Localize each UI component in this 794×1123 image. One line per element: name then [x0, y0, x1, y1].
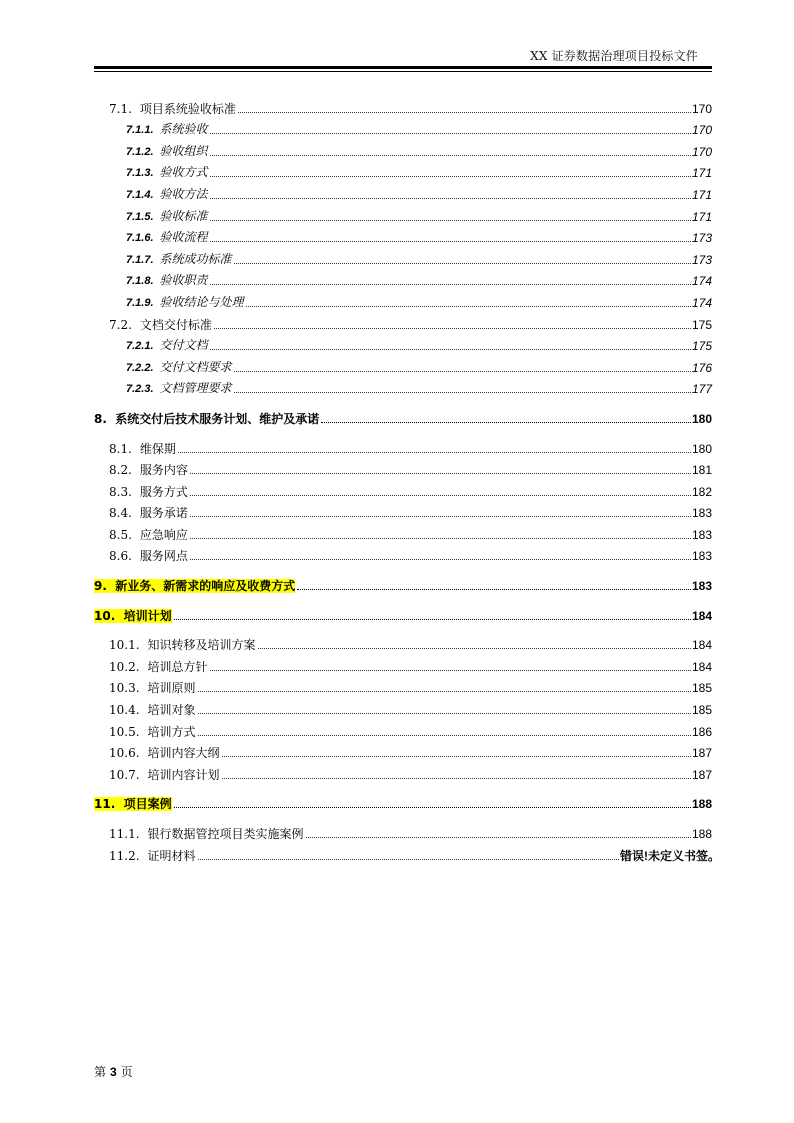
toc-entry-7-1-1[interactable]: [94, 116, 712, 138]
toc-entry-page: 171: [691, 187, 712, 202]
toc-entry-title: 交付文档: [159, 338, 208, 353]
dot-leader: [190, 537, 691, 539]
toc-entry-number: 10.7.: [109, 767, 140, 782]
toc-entry-8-2[interactable]: [94, 456, 712, 478]
toc-entry-title: 培训方式: [147, 724, 196, 739]
toc-entry-title: 验收方法: [159, 186, 208, 201]
toc-entry-number: 7.1.2.: [126, 145, 154, 158]
toc-entry-title: 新业务、新需求的响应及收费方式: [115, 579, 296, 594]
toc-entry-10-5[interactable]: [94, 717, 712, 739]
dot-leader: [210, 348, 691, 350]
toc-entry-page: 180: [691, 441, 712, 456]
toc-entry-7-1-6[interactable]: [94, 224, 712, 246]
toc-entry-page: 183: [691, 527, 712, 542]
dot-leader: [198, 712, 691, 714]
toc-entry-page: 188: [691, 827, 712, 841]
toc-entry-number: 10.4.: [109, 703, 140, 718]
toc-entry-number: 7.1.1.: [126, 124, 154, 137]
toc-entry-number: 8.4.: [109, 506, 132, 521]
dot-leader: [214, 327, 691, 329]
toc-entry-number: 7.1.6.: [126, 232, 154, 245]
toc-entry-number: 10.1.: [109, 638, 140, 653]
toc-entry-title: 项目案例: [123, 797, 172, 812]
dot-leader: [190, 515, 691, 517]
toc-entry-page: 186: [691, 724, 712, 739]
toc-entry-11-2[interactable]: [94, 841, 720, 863]
toc-entry-title: 服务承诺: [139, 506, 188, 521]
toc-entry-title: 服务内容: [139, 463, 188, 478]
dot-leader: [238, 111, 691, 113]
toc-entry-number: 10.5.: [109, 724, 140, 739]
toc-entry-title: 培训总方针: [147, 659, 208, 674]
toc-entry-title: 服务网点: [139, 549, 188, 564]
toc-entry-title: 验收流程: [159, 230, 208, 245]
toc-entry-title: 维保期: [139, 441, 176, 456]
document-header-title: XX 证券数据治理项目投标文件: [530, 49, 698, 63]
toc-entry-number: 11.1.: [109, 827, 140, 841]
toc-entry-8-1[interactable]: [94, 434, 712, 456]
dot-leader: [234, 262, 691, 264]
dot-leader: [198, 734, 691, 736]
highlighted-heading: [94, 579, 295, 593]
toc-entry-10-4[interactable]: [94, 695, 712, 717]
toc-entry-number: 7.1.5.: [126, 210, 154, 223]
toc-entry-page: 174: [691, 295, 712, 310]
footer-suffix: 页: [120, 1065, 133, 1079]
toc-entry-10-2[interactable]: [94, 652, 712, 674]
dot-leader: [210, 240, 691, 242]
toc-entry-page: 170: [691, 123, 712, 138]
toc-entry-page: 173: [691, 252, 712, 267]
dot-leader: [210, 197, 691, 199]
toc-entry-page: 187: [691, 767, 712, 782]
toc-entry-number: 9.: [94, 579, 107, 594]
toc-entry-page: 183: [691, 506, 712, 521]
toc-entry-title: 文档管理要求: [159, 381, 232, 396]
dot-leader: [258, 647, 691, 649]
dot-leader: [210, 669, 691, 671]
dot-leader: [297, 588, 691, 590]
toc-entry-title: 银行数据管控项目类实施案例: [147, 827, 304, 841]
dot-leader: [210, 132, 691, 134]
toc-entry-number: 7.1.: [109, 101, 132, 116]
toc-entry-page: 180: [691, 411, 712, 426]
toc-entry-title: 文档交付标准: [139, 317, 212, 332]
toc-entry-7-1-5[interactable]: [94, 202, 712, 224]
footer-page-number: 3: [110, 1065, 117, 1079]
dot-leader: [190, 472, 691, 474]
toc-entry-title: 验收结论与处理: [159, 294, 244, 309]
toc-entry-10-6[interactable]: [94, 739, 712, 761]
toc-entry-number: 7.2.3.: [126, 383, 154, 396]
toc-entry-page: 185: [691, 703, 712, 718]
toc-entry-7-1-9[interactable]: [94, 288, 712, 310]
toc-entry-title: 验收方式: [159, 165, 208, 180]
toc-entry-page: 175: [691, 317, 712, 332]
toc-entry-number: 8.6.: [109, 549, 132, 564]
table-of-contents: [94, 94, 720, 863]
dot-leader: [306, 836, 691, 838]
toc-entry-page: 171: [691, 209, 712, 224]
dot-leader: [210, 219, 691, 221]
toc-entry-number: 11.2.: [109, 848, 140, 863]
toc-entry-number: 8.: [94, 411, 107, 426]
toc-entry-7-1-7[interactable]: [94, 245, 712, 267]
toc-entry-9[interactable]: [94, 571, 712, 593]
dot-leader: [210, 283, 691, 285]
toc-entry-11-1[interactable]: [94, 819, 712, 841]
toc-entry-title: 验收职责: [159, 273, 208, 288]
toc-entry-page: 182: [691, 484, 712, 499]
toc-entry-title: 培训内容计划: [147, 767, 220, 782]
toc-entry-page: 184: [691, 608, 712, 623]
toc-entry-number: 7.2.2.: [126, 361, 154, 374]
dot-leader: [198, 690, 691, 692]
toc-entry-number: 8.3.: [109, 484, 132, 499]
toc-entry-7-1-4[interactable]: [94, 180, 712, 202]
toc-entry-title: 交付文档要求: [159, 359, 232, 374]
toc-entry-page: 183: [691, 579, 712, 594]
header-rule-thin: [94, 71, 712, 72]
toc-entry-page: 184: [691, 638, 712, 653]
toc-entry-11[interactable]: [94, 790, 712, 812]
toc-entry-title: 培训计划: [123, 608, 172, 623]
toc-entry-title: 培训对象: [147, 703, 196, 718]
toc-entry-8-3[interactable]: [94, 477, 712, 499]
dot-leader: [190, 494, 691, 496]
dot-leader: [210, 175, 691, 177]
dot-leader: [174, 806, 691, 808]
header-rule-thick: [94, 66, 712, 69]
toc-entry-page: 185: [691, 681, 712, 696]
dot-leader: [222, 755, 691, 757]
toc-entry-10[interactable]: [94, 601, 712, 623]
toc-entry-number: 10.3.: [109, 681, 140, 696]
toc-entry-number: 8.1.: [109, 441, 132, 456]
dot-leader: [234, 370, 691, 372]
toc-entry-8-4[interactable]: [94, 499, 712, 521]
toc-entry-7-2-2[interactable]: [94, 353, 712, 375]
page-footer: [94, 1063, 133, 1080]
toc-entry-title: 系统验收: [159, 122, 208, 137]
toc-entry-7-1-8[interactable]: [94, 267, 712, 289]
toc-entry-page: 177: [691, 382, 712, 397]
dot-leader: [198, 858, 619, 860]
toc-entry-title: 知识转移及培训方案: [147, 638, 256, 653]
toc-entry-number: 7.2.1.: [126, 340, 154, 353]
toc-entry-title: 应急响应: [139, 527, 188, 542]
highlighted-heading: [94, 609, 172, 623]
toc-entry-7-1-3[interactable]: [94, 159, 712, 181]
dot-leader: [190, 558, 691, 560]
toc-entry-8[interactable]: [94, 404, 712, 426]
toc-entry-page: 184: [691, 659, 712, 674]
toc-entry-title: 验收标准: [159, 208, 208, 223]
footer-prefix: 第: [94, 1065, 107, 1079]
toc-entry-10-1[interactable]: [94, 631, 712, 653]
dot-leader: [178, 451, 691, 453]
toc-entry-page: 183: [691, 549, 712, 564]
dot-leader: [321, 421, 691, 423]
toc-entry-number: 8.2.: [109, 463, 132, 478]
toc-entry-8-5[interactable]: [94, 520, 712, 542]
toc-entry-page: 170: [691, 101, 712, 116]
toc-entry-10-3[interactable]: [94, 674, 712, 696]
toc-entry-number: 8.5.: [109, 527, 132, 542]
toc-entry-title: 项目系统验收标准: [139, 101, 236, 116]
toc-entry-title: 培训内容大纲: [147, 746, 220, 761]
toc-entry-page: 181: [691, 463, 712, 478]
toc-entry-page: 170: [691, 144, 712, 159]
toc-entry-title: 系统成功标准: [159, 251, 232, 266]
toc-entry-7-1[interactable]: [94, 94, 712, 116]
toc-entry-7-2-3[interactable]: [94, 375, 712, 397]
toc-entry-number: 10.6.: [109, 746, 140, 761]
toc-entry-title: 服务方式: [139, 484, 188, 499]
toc-entry-number: 7.1.9.: [126, 296, 154, 309]
toc-entry-7-2[interactable]: [94, 310, 712, 332]
dot-leader: [234, 391, 691, 393]
toc-entry-number: 10.: [94, 608, 116, 623]
dot-leader: [174, 618, 691, 620]
dot-leader: [210, 154, 691, 156]
toc-entry-title: 系统交付后技术服务计划、维护及承诺: [115, 411, 320, 426]
dot-leader: [246, 305, 691, 307]
toc-entry-page: 171: [691, 166, 712, 181]
toc-entry-number: 10.2.: [109, 659, 140, 674]
toc-entry-title: 验收组织: [159, 143, 208, 158]
toc-entry-page: 176: [691, 360, 712, 375]
toc-entry-number: 7.2.: [109, 317, 132, 332]
toc-entry-number: 7.1.3.: [126, 167, 154, 180]
toc-entry-number: 11.: [94, 797, 116, 812]
toc-entry-10-7[interactable]: [94, 760, 712, 782]
toc-entry-number: 7.1.4.: [126, 188, 154, 201]
toc-entry-8-6[interactable]: [94, 542, 712, 564]
highlighted-heading: [94, 797, 172, 811]
toc-entry-page: 173: [691, 231, 712, 246]
toc-entry-number: 7.1.8.: [126, 275, 154, 288]
toc-entry-title: 培训原则: [147, 681, 196, 696]
toc-entry-page: 174: [691, 274, 712, 289]
toc-entry-page: 187: [691, 746, 712, 761]
toc-entry-page: 188: [691, 797, 712, 812]
toc-entry-7-2-1[interactable]: [94, 332, 712, 354]
toc-entry-page: 175: [691, 339, 712, 354]
toc-entry-7-1-2[interactable]: [94, 137, 712, 159]
dot-leader: [222, 777, 691, 779]
toc-entry-title: 证明材料: [147, 848, 196, 863]
toc-entry-number: 7.1.7.: [126, 253, 154, 266]
toc-entry-page-error: 错误!未定义书签。: [620, 848, 720, 863]
